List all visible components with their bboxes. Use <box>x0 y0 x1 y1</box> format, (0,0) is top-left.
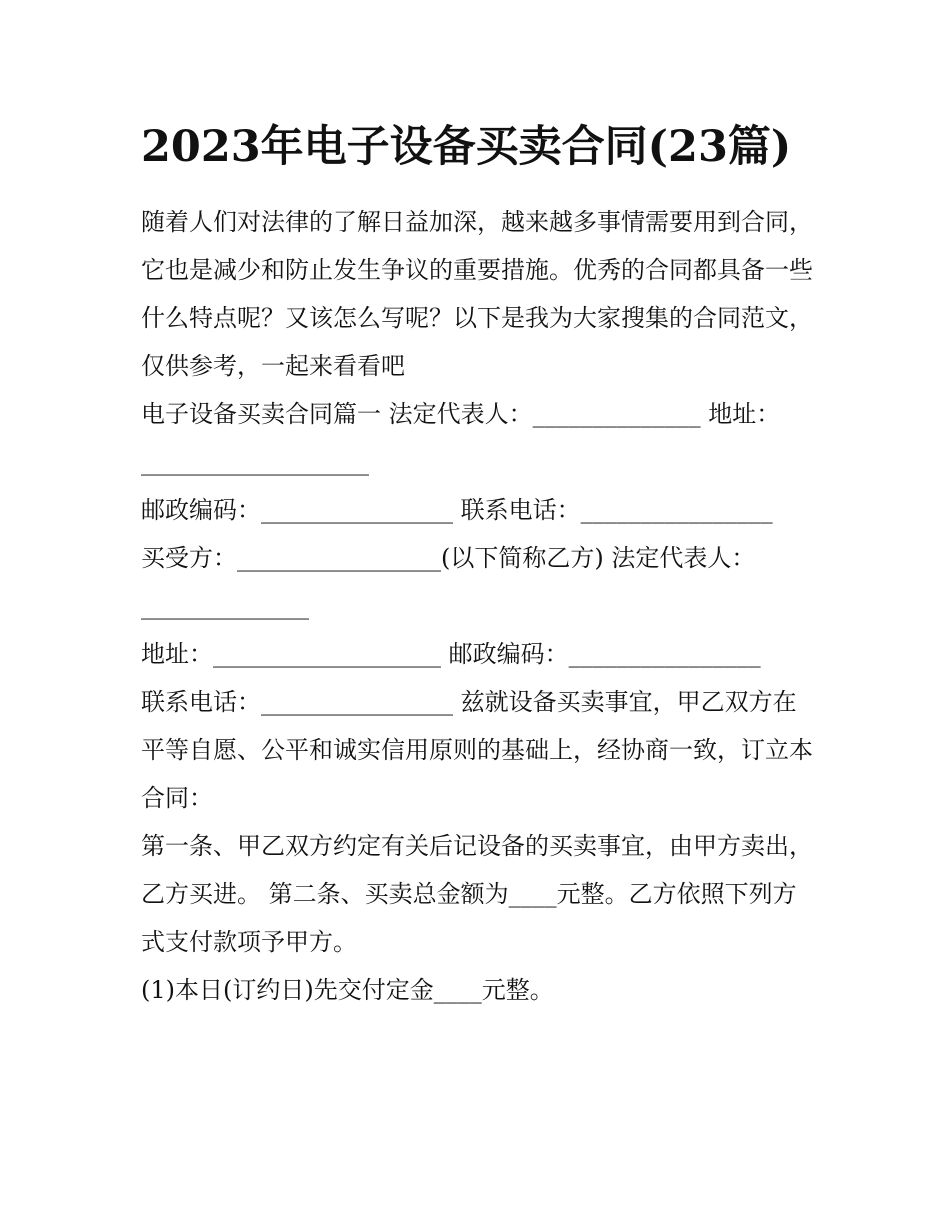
intro-paragraph: 随着人们对法律的了解日益加深，越来越多事情需要用到合同，它也是减少和防止发生争议的重要措施。优秀的合同都具备一些什么特点呢？又该怎么写呢？以下是我为大家搜集的合同范文，仅供参考，一起来看看吧 <box>141 208 813 380</box>
contract-payment-paragraph: (1)本日(订约日)先交付定金____元整。 <box>141 976 554 1004</box>
document-title: 2023年电子设备买卖合同(23篇) <box>141 122 792 172</box>
contract-article-paragraph: 第一条、甲乙双方约定有关后记设备的买卖事宜，由甲方卖出，乙方买进。 第二条、买卖总金额为____元整。乙方依照下列方式支付款项予甲方。 <box>141 832 813 956</box>
contract-buyer-paragraph: 买受方：_________________(以下简称乙方) 法定代表人：______________ <box>141 544 756 620</box>
contract-preamble-paragraph: 联系电话：________________ 兹就设备买卖事宜，甲乙双方在平等自愿、公平和诚实信用原则的基础上，经协商一致，订立本合同： <box>141 688 813 812</box>
document-page <box>141 112 813 1014</box>
contract-contact-paragraph: 邮政编码：________________ 联系电话：________________ <box>141 496 773 524</box>
contract-party-a-paragraph: 电子设备买卖合同篇一 法定代表人：______________ 地址：___________________ <box>141 400 781 476</box>
contract-buyer-address-paragraph: 地址：___________________ 邮政编码：________________ <box>141 640 761 668</box>
